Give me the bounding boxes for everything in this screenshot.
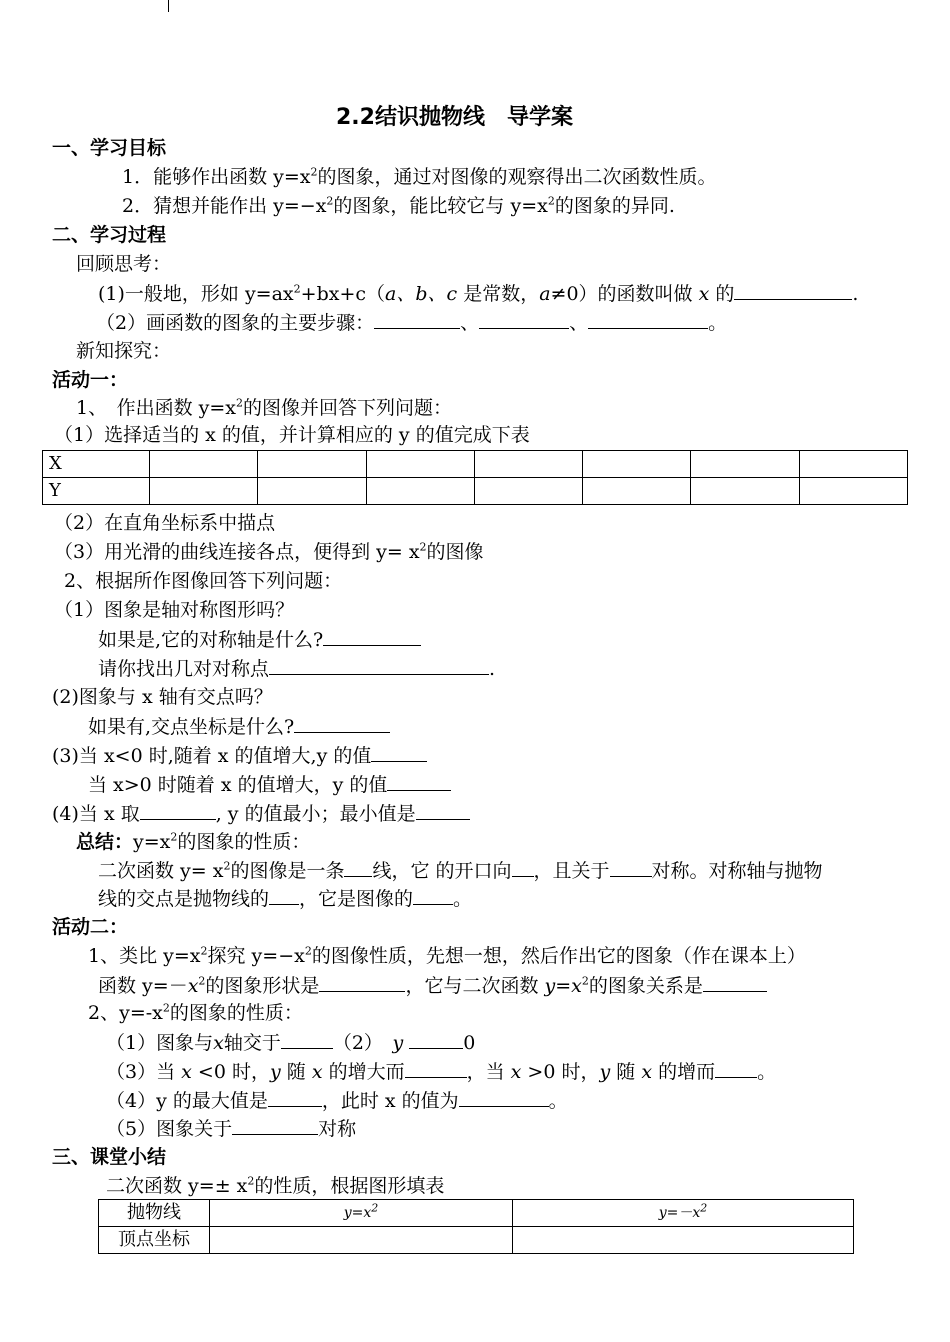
blank[interactable] xyxy=(734,281,852,300)
table-row xyxy=(99,1227,854,1254)
new-knowledge-label: 新知探究： xyxy=(76,340,172,362)
blank[interactable] xyxy=(405,1059,467,1078)
question-p2a: 如果有,交点坐标是什么? xyxy=(88,714,390,739)
table-cell[interactable] xyxy=(799,451,907,478)
blank[interactable] xyxy=(319,973,405,992)
blank[interactable] xyxy=(269,656,489,675)
blank[interactable] xyxy=(371,743,427,762)
blank[interactable] xyxy=(479,310,569,329)
question-p4: (4)当 x 取 , y 的值最小；最小值是 xyxy=(52,801,470,826)
blank[interactable] xyxy=(409,1030,463,1049)
property-5: （5）图象关于 对称 xyxy=(106,1118,357,1140)
blank[interactable] xyxy=(715,1059,757,1078)
blank[interactable] xyxy=(703,973,767,992)
question-p1: （1）图象是轴对称图形吗？ xyxy=(54,599,295,621)
activity-2-q1b: 函数 $y=-x^2$的图象形状是 ，它与二次函数 $y=x^2$的图象关系是 xyxy=(98,973,767,998)
question-p1b: 请你找出几对对称点 . xyxy=(98,658,496,680)
blank[interactable] xyxy=(268,1088,322,1107)
blank[interactable] xyxy=(140,801,216,820)
table-row-label: 顶点坐标 xyxy=(99,1227,210,1254)
summary-line: 总结：$y=x^2$的图象的性质： xyxy=(76,830,311,853)
table-cell[interactable] xyxy=(150,451,258,478)
summary-2: 线的交点是抛物线的 ，它是图像的 。 xyxy=(98,888,473,910)
blank[interactable] xyxy=(374,310,460,329)
table-cell[interactable] xyxy=(474,478,582,505)
table-cell[interactable] xyxy=(366,478,474,505)
table-cell[interactable] xyxy=(258,478,366,505)
blank[interactable] xyxy=(512,858,534,877)
table-header-x: X xyxy=(43,451,150,478)
activity-1-q1: 1、 作出函数 $y=x^2$的图像并回答下列问题： xyxy=(76,396,453,419)
table-cell[interactable] xyxy=(258,451,366,478)
table-cell[interactable] xyxy=(583,451,691,478)
blank[interactable] xyxy=(232,1116,318,1135)
section-heading-1: 一、学习目标 xyxy=(52,137,167,159)
review-q1: (1)一般地，形如 $y=ax^2+bx+c(a$、b、c 是常数，a≠0）的函数叫做 x 的 . xyxy=(98,282,859,305)
activity-1-step2: （2）在直角坐标系中描点 xyxy=(54,512,276,534)
table-header-y: Y xyxy=(43,478,150,505)
table-row xyxy=(43,451,908,478)
table-row xyxy=(43,478,908,505)
question-p3: (3)当 x<0 时,随着 x 的值增大,y 的值 xyxy=(52,743,427,768)
table-cell[interactable] xyxy=(474,451,582,478)
table-header: $y=x^2$ xyxy=(210,1200,513,1227)
blank[interactable] xyxy=(610,858,652,877)
xy-table xyxy=(42,450,908,505)
table-header: 抛物线 xyxy=(99,1200,210,1227)
table-cell[interactable] xyxy=(799,478,907,505)
blank[interactable] xyxy=(323,627,421,646)
goal-1: 1．能够作出函数 $y=x^2$的图象，通过对图像的观察得出二次函数性质。 xyxy=(122,165,717,188)
summary-1: 二次函数 $y= x^2$的图像是一条 线，它 的开口向 ，且关于 对称。对称轴与抛物 xyxy=(98,859,823,882)
question-p1a: 如果是,它的对称轴是什么? xyxy=(98,627,421,652)
activity-1-step1: （1）选择适当的 x 的值，并计算相应的 y 的值完成下表 xyxy=(54,424,530,446)
blank[interactable] xyxy=(588,310,708,329)
table-cell[interactable] xyxy=(583,478,691,505)
table-header: $y=-x^2$ xyxy=(513,1200,854,1227)
property-4: （4）y 的最大值是 ，此时 x 的值为 。 xyxy=(106,1090,568,1112)
review-q2: （2）画函数的图象的主要步骤： 、 、 。 xyxy=(96,312,728,334)
activity-2-q1: 1、类比 $y=x^2$探究 $y=-x^2$的图像性质，先想一想，然后作出它的图象（作在课本上） xyxy=(88,944,806,967)
activity-1-heading: 活动一： xyxy=(52,369,129,391)
table-cell[interactable] xyxy=(366,451,474,478)
section-heading-3: 三、课堂小结 xyxy=(52,1146,167,1168)
blank[interactable] xyxy=(416,801,470,820)
blank[interactable] xyxy=(344,858,372,877)
property-3: （3）当 x <0 时，y 随 x 的增大而 ，当 x >0 时，y 随 x 的增而 。 xyxy=(106,1061,777,1083)
activity-2-q2: 2、$y=-x^2$的图象的性质： xyxy=(88,1001,303,1024)
goal-2: 2．猜想并能作出 $y=-x^2$的图象，能比较它与 $y=x^2$的图象的异同. xyxy=(122,194,675,217)
table-cell[interactable] xyxy=(150,478,258,505)
section-heading-2: 二、学习过程 xyxy=(52,224,167,246)
review-label: 回顾思考： xyxy=(76,253,172,275)
blank[interactable] xyxy=(387,772,451,791)
question-p2: (2)图象与 x 轴有交点吗？ xyxy=(52,686,273,708)
page-title: 2.2结识抛物线 导学案 xyxy=(336,105,573,130)
table-cell[interactable] xyxy=(691,451,799,478)
blank[interactable] xyxy=(294,714,390,733)
activity-1-step3: （3）用光滑的曲线连接各点，便得到 $y= x^2$的图像 xyxy=(54,540,484,563)
table-cell[interactable] xyxy=(210,1227,513,1254)
question-p3a: 当 x>0 时随着 x 的值增大，y 的值 xyxy=(88,772,451,797)
margin-mark xyxy=(168,0,169,12)
blank[interactable] xyxy=(413,886,453,905)
summary-intro: 二次函数 $y=\pm x^2$的性质，根据图形填表 xyxy=(106,1174,445,1197)
activity-1-q2: 2、根据所作图像回答下列问题： xyxy=(64,570,343,592)
summary-table xyxy=(98,1199,854,1254)
table-cell[interactable] xyxy=(691,478,799,505)
blank[interactable] xyxy=(269,886,299,905)
blank[interactable] xyxy=(281,1030,333,1049)
blank[interactable] xyxy=(459,1088,549,1107)
property-1: （1）图象与x轴交于 （2） y 0 xyxy=(106,1032,476,1054)
table-cell[interactable] xyxy=(513,1227,854,1254)
activity-2-heading: 活动二： xyxy=(52,916,129,938)
table-row xyxy=(99,1200,854,1227)
